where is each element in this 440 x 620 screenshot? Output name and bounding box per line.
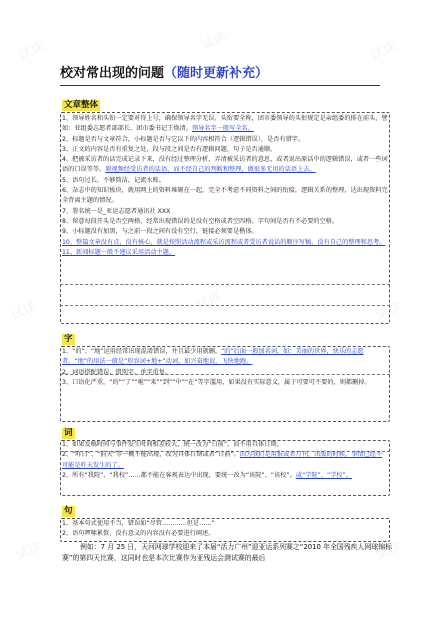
list-item: 1、如果发稿时间与事件发生时间相差较大，统一改为“日前”，而不用具体日期。 — [62, 441, 283, 448]
list-item: 11、新闻标题一般不建议采用活动主题。 — [62, 248, 176, 256]
watermark: 试读 — [193, 289, 224, 314]
list-item: 2、所有“我院”、“我校”……都不能在客观表达中出现，要统一改为“该院”、“该校”。或“学院”、“学校”。 — [62, 471, 352, 479]
watermark: 试读 — [373, 299, 404, 324]
list-item: 1、领导姓名和头衔一定要对得上号，确保领导名字无误、头衔要全称，团市委领导的头衔规定是亲组委的排在前头，譬如：亚组委志愿者部部长、团市委书记王焕清。领导名字一般写全名。 — [62, 115, 388, 133]
section-label-wenzhang: 文章整体 — [64, 100, 99, 110]
section-label-zi: 字 — [64, 334, 73, 344]
section-divider — [60, 284, 390, 285]
watermark: 试读 — [8, 299, 39, 324]
list-item: 2、“昨日”、“前天”等一概不能出现，改为具体日期或者“日前”。因为我们是用报或者月刊，出版的时候，事情已经不可能是昨天发生的了。 — [62, 451, 383, 469]
list-item: 3、口语化严重，“的”“了”“啦”“来”“到”“中”“在”等字滥用，如果没有实际意义，属于可要可不要的，则都删掉。 — [62, 378, 371, 386]
inline-note: “的”后面一般加名词，如：美丽的世界，快乐的志愿者。 — [62, 348, 364, 366]
list-item: 1、基本句式使用不当，错误如“尽管…………但是……” — [62, 520, 215, 527]
section-label-ju: 句 — [64, 506, 73, 516]
example-paragraph: 例如：7 月 25 日，天河网球学校迎来了本届“活力广州”迎亚运系列赛之“2010 年全国残疾人网球锦标赛”的第四天比赛，这同时也是本次比赛作为亚残运会测试赛的最后 — [62, 543, 392, 562]
list-item: 5、语句过长，不够简洁，记流水账。 — [62, 176, 165, 184]
list-item: 6、杂志中的知识板块，就用网上的资料堆砌在一起，完全不考虑不同资料之间的衔接，逻辑关系的整理，达出现资料完全背离主题的情况。 — [62, 187, 388, 205]
section-body-zi — [62, 347, 388, 388]
watermark: 试读 — [198, 29, 229, 54]
section-body-ci — [62, 440, 388, 481]
watermark: 试读 — [373, 539, 404, 564]
list-item: 7、署名统一是_亚运志愿者通讯社 XXX — [62, 207, 171, 215]
inline-note: 原视频经受访者的话语，而不经自己的判断和整理，做很多无用的话语上去。 — [105, 166, 316, 174]
section-body-ju — [62, 519, 388, 540]
inline-note: “地”的用法一般是“形容词+地+”动词，如兴奋地说，飞快地跑。 — [74, 358, 253, 366]
watermark: 试读 — [368, 39, 399, 64]
list-item: 2、词语搭配错误，错别字，单字重复。 — [62, 368, 172, 376]
watermark: 试读 — [16, 39, 47, 64]
title-main: 校对常出现的问题 — [60, 66, 165, 81]
section-body-wenzhang — [62, 114, 388, 258]
page-title — [60, 62, 380, 86]
section-divider — [60, 305, 390, 306]
inline-note: 领导名字一般写全名。 — [191, 125, 254, 133]
title-paren: （随时更新补充） — [164, 66, 269, 81]
inline-note: 或“学院”、“学校”。 — [295, 471, 352, 479]
section-label-ci: 词 — [64, 428, 73, 438]
list-item: 9、小标题没有加黑，与之前一段之间有没有空行，链接必须要是楷体。 — [62, 228, 258, 236]
list-item: 1、“的”、“地”运用经常出现混淆错误，并且最少用就删。“的”后面一般加名词，如：美丽的世界，快乐的志愿者。“地”的用法一般是“形容词+地+”动词，如兴奋地说，飞快地跑。 — [62, 348, 364, 366]
list-item: 8、留意每段开头是否空两格，经常出现错误的是没有空格或者空四格。字句间是否有不必要的空格。 — [62, 217, 339, 225]
list-item: 2、语句啰嗦累赘，没有意义的内容没有必要进行阐述。 — [62, 530, 215, 538]
watermark: 试读 — [13, 539, 44, 564]
list-item: 10、整篇文章没有点，没有核心，就是按照活动流程或采访流程或者受访者说话的顺序写稿，没有自己的整理和思考。 — [62, 238, 386, 246]
list-item: 3、正文的内容是否有重复之处，段与段之间是否有逻辑问题，句子是否通顺。 — [62, 145, 277, 153]
inline-note: 因为我们是用报或者月刊，出版的时候，事情已经不可能是昨天发生的了。 — [62, 451, 383, 469]
list-item: 2、标题是否与文章符合，小标题是否与它以下的内容相符合（逻辑错误），是否有错字。 — [62, 135, 305, 143]
list-item: 4、把被采访者的话完成记录下来，没有经过整理分析，弄清被采访者的意思，或者说出原话中的逻辑错误，或者一些词语的口误等等。原视频经受访者的话语，而不经自己的判断和整理，做很多无用的话语上去。 — [62, 156, 388, 174]
